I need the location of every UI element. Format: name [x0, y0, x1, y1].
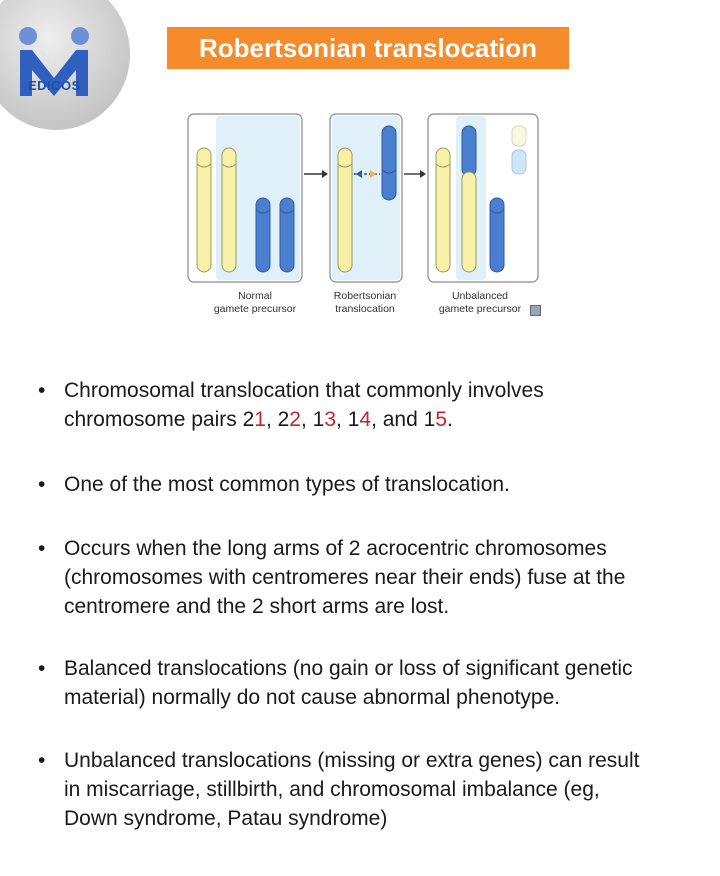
page-title: Robertsonian translocation	[167, 27, 569, 69]
bullet-dot: •	[38, 657, 46, 680]
pair-separator: ,	[265, 408, 278, 431]
caption-normal	[200, 290, 310, 316]
logo-mark-icon	[0, 0, 130, 130]
bullet-text: Chromosomal translocation that commonly involves	[64, 379, 544, 402]
caption-normal-line1: Normal	[238, 290, 272, 302]
bullet-text: material) normally do not cause abnormal phenotype.	[64, 686, 561, 709]
bullet-item	[38, 746, 639, 833]
blue-chromosome-unbalanced	[490, 198, 504, 272]
blue-chromosome	[382, 126, 396, 200]
bullet-text-pairs	[64, 405, 544, 434]
bullet-dot: •	[38, 379, 46, 402]
pair-separator: ,	[300, 408, 313, 431]
chromosome-pair-15: 15	[423, 408, 447, 431]
pair-separator: , and	[371, 408, 424, 431]
pair-separator: ,	[336, 408, 348, 431]
lost-short-arm-blue	[512, 150, 526, 174]
caption-normal-line2: gamete precursor	[213, 303, 297, 315]
bullet-text: One of the most common types of translocation.	[64, 473, 510, 496]
caption-unbalanced-line2: gamete precursor	[438, 303, 522, 315]
bullet-dot: •	[38, 537, 46, 560]
bullet-text: chromosome pairs	[64, 408, 243, 431]
fused-blue-part	[462, 126, 476, 176]
caption-unbalanced	[425, 290, 535, 316]
lost-short-arm-yellow	[512, 126, 526, 146]
bullet-text: centromere and the 2 short arms are lost.	[64, 595, 450, 618]
fused-yellow-part	[462, 172, 476, 272]
bullet-item	[38, 376, 544, 434]
bullet-text: in miscarriage, stillbirth, and chromosomal imbalance (eg,	[64, 778, 600, 801]
medicos-logo	[0, 0, 130, 130]
bullet-text: Down syndrome, Patau syndrome)	[64, 807, 388, 830]
bullet-text: (chromosomes with centromeres near their ends) fuse at the	[64, 566, 626, 589]
bullet-item	[38, 654, 633, 712]
bullet-dot: •	[38, 749, 46, 772]
caption-robertsonian-line1: Robertsonian	[333, 290, 397, 302]
bullet-text: Occurs when the long arms of 2 acrocentric chromosomes	[64, 537, 607, 560]
bullet-item	[38, 470, 510, 499]
chromosome-pair-13: 13	[312, 408, 337, 431]
bullet-text: Unbalanced translocations (missing or extra genes) can result	[64, 749, 640, 772]
chromosome-pair-21: 21	[242, 408, 266, 431]
caption-robertsonian	[320, 290, 410, 316]
translocation-diagram	[180, 108, 540, 328]
logo-text: EDICOS	[28, 78, 81, 93]
bullet-item	[38, 534, 625, 621]
caption-robertsonian-line2: translocation	[335, 303, 395, 315]
bullet-text: Balanced translocations (no gain or loss of significant genetic	[64, 657, 633, 680]
bullet-dot: •	[38, 473, 46, 496]
chromosome-pair-14: 14	[347, 408, 372, 431]
chromosome-pair-22: 22	[277, 408, 301, 431]
caption-unbalanced-line1: Unbalanced	[451, 290, 509, 302]
expand-icon[interactable]	[530, 305, 541, 316]
pair-separator: .	[447, 408, 453, 431]
chromosome-diagram-svg	[180, 108, 540, 288]
